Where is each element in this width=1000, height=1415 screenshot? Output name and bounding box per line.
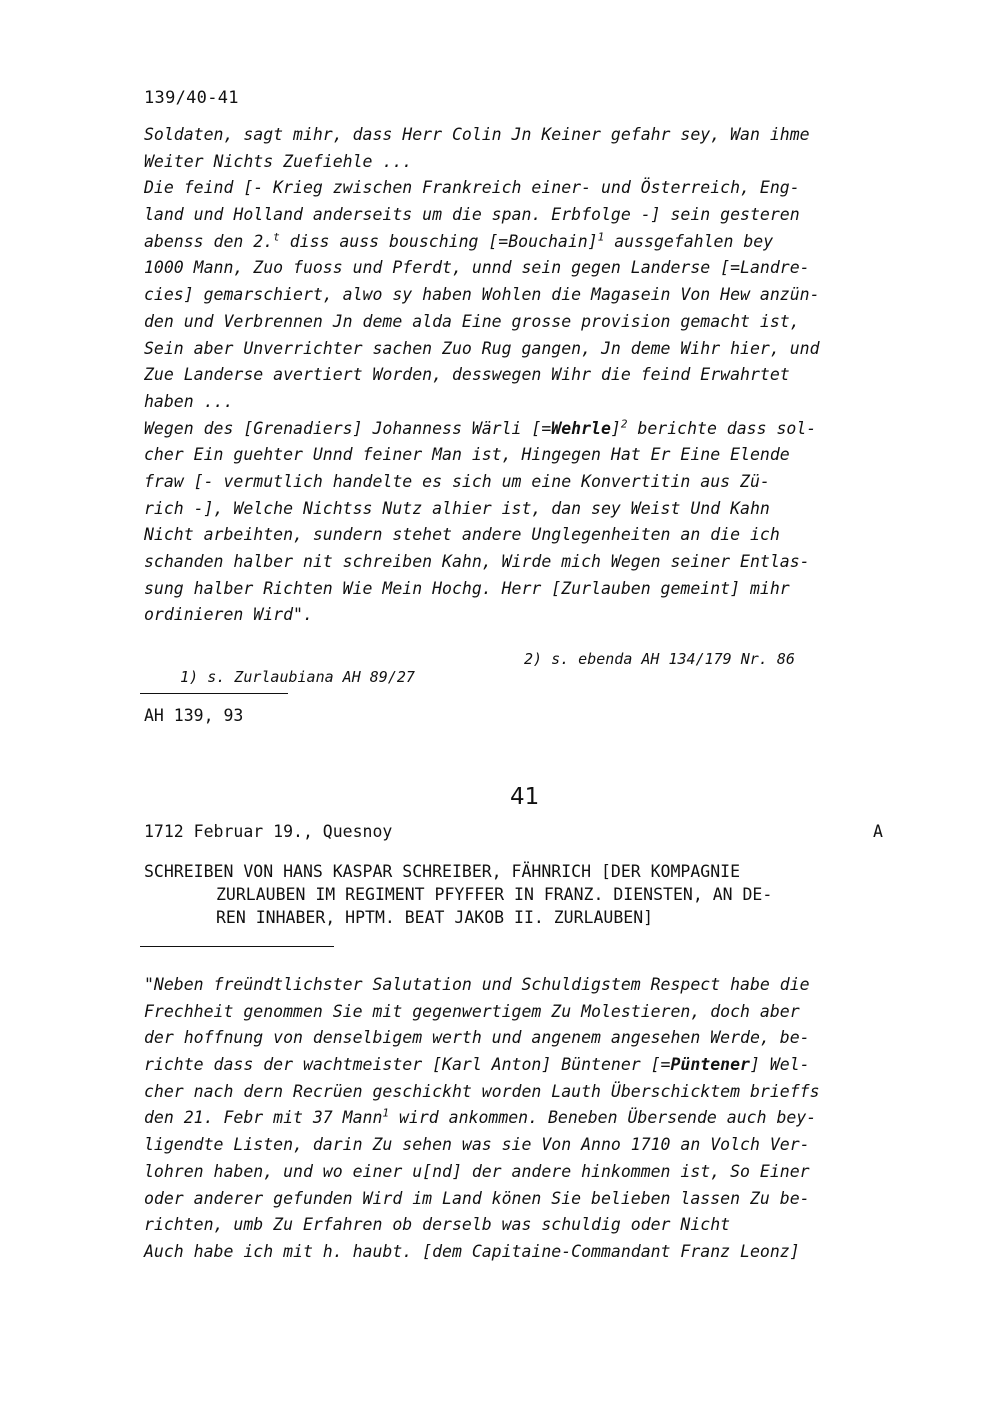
text-line: Soldaten, sagt mihr, dass Herr Colin Jn Keiner gefahr sey, Wan ihme (144, 125, 810, 144)
footnote-marker: 2 (620, 417, 628, 431)
title-line: SCHREIBEN VON HANS KASPAR SCHREIBER, FÄHNRICH [DER KOMPAGNIE (144, 862, 741, 881)
text-segment: aussgefahlen bey (604, 231, 774, 251)
text-line: haben ... (144, 391, 234, 411)
bold-name: Püntener (670, 1055, 750, 1075)
document-number: 41 (510, 784, 540, 810)
document-title (144, 860, 904, 929)
text-line: fraw [- vermutlich handelte es sich um eine Konvertitin aus Zü- (144, 471, 770, 491)
text-segment: den 21. Febr mit 37 Mann (144, 1108, 383, 1128)
text-line (144, 229, 924, 256)
footnote-marker: 1 (382, 1106, 390, 1120)
text-line: cies] gemarschiert, alwo sy haben Wohlen die Magasein Von Hew anzün- (144, 285, 820, 305)
text-line: rich -], Welche Nichtss Nutz alhier ist, dan sey Weist Und Kahn (144, 498, 770, 518)
text-line: cher nach dern Recrüen geschickht worden Lauth Überschicktem brieffs (144, 1081, 820, 1101)
text-line: Nicht arbeihten, sundern stehet andere Unglegenheiten an die ich (144, 525, 780, 545)
text-line: ligendte Listen, darin Zu sehen was sie Von Anno 1710 an Volch Ver- (144, 1135, 810, 1155)
text-segment: wird ankommen. Beneben Übersende auch bey- (389, 1108, 817, 1128)
text-line: schanden halber nit schreiben Kahn, Wirde mich Wegen seiner Entlas- (144, 552, 810, 571)
letter-excerpt (144, 122, 924, 629)
footnote-1: 1) s. Zurlaubiana AH 89/27 (180, 668, 415, 686)
title-line: REN INHABER, HPTM. BEAT JAKOB II. ZURLAUBEN] (216, 908, 654, 927)
text-line (144, 1105, 924, 1132)
footnote-marker: 1 (597, 230, 605, 244)
text-line: Sein aber Unverrichter sachen Zuo Rug gangen, Jn deme Wihr hier, und (144, 338, 820, 358)
page-reference: 139/40-41 (144, 88, 239, 108)
text-line: Frechheit genommen Sie mit gegenwertigem Zu Molestieren, doch aber (144, 1001, 800, 1021)
text-line: cher Ein guehter Unnd feiner Man ist, Hingegen Hat Er Eine Elende (144, 445, 790, 465)
text-line: ordinieren Wird". (144, 605, 313, 625)
text-line (144, 416, 924, 443)
text-segment: berichte dass sol- (627, 418, 817, 438)
text-line: oder anderer gefunden Wird im Land könen Sie belieben lassen Zu be- (144, 1188, 810, 1208)
separator-rule (140, 946, 334, 947)
text-line: sung halber Richten Wie Mein Hochg. Herr [Zurlauben gemeint] mihr (144, 578, 790, 598)
text-segment: Wegen des [Grenadiers] Johanness Wärli [= (144, 418, 552, 438)
letter-body (144, 972, 924, 1266)
text-line: Die feind [- Krieg zwischen Frankreich einer- und Österreich, Eng- (144, 178, 800, 198)
text-line: Zue Landerse avertiert Worden, desswegen Wihr die feind Erwahrtet (144, 365, 790, 385)
text-line: land und Holland anderseits um die span. Erbfolge -] sein gesteren (144, 205, 800, 225)
text-line (144, 1052, 924, 1079)
text-segment: richte dass der wachtmeister [Karl Anton] Büntener [= (144, 1055, 671, 1075)
text-segment: ] Wel- (749, 1055, 810, 1075)
text-line: richten, umb Zu Erfahren ob derselb was schuldig oder Nicht (144, 1215, 731, 1235)
text-line: Weiter Nichts Zuefiehle ... (144, 151, 413, 171)
document-mark: A (873, 822, 883, 841)
footnote-2: 2) s. ebenda AH 134/179 Nr. 86 (524, 650, 795, 668)
superscript: t (273, 230, 280, 244)
text-line: der hoffnung von denselbigem werth und angenem angesehen Werde, be- (144, 1028, 810, 1048)
text-line: 1000 Mann, Zuo fuoss und Pferdt, unnd sein gegen Landerse [=Landre- (144, 258, 810, 278)
text-line: lohren haben, und wo einer u[nd] der andere hinkommen ist, So Einer (144, 1161, 810, 1181)
text-line: den und Verbrennen Jn deme alda Eine grosse provision gemacht ist, (144, 311, 800, 331)
text-segment: abenss den 2. (144, 231, 274, 251)
bold-name: Wehrle (551, 418, 611, 438)
text-segment: ] (610, 418, 621, 438)
archive-reference: AH 139, 93 (144, 706, 244, 725)
text-line: "Neben freündtlichster Salutation und Schuldigstem Respect habe die (144, 975, 810, 994)
title-line: ZURLAUBEN IM REGIMENT PFYFFER IN FRANZ. DIENSTEN, AN DE- (216, 885, 773, 904)
text-segment: diss auss bousching [=Bouchain] (279, 231, 598, 251)
separator-rule (140, 693, 288, 694)
text-line: Auch habe ich mit h. haubt. [dem Capitaine-Commandant Franz Leonz] (144, 1241, 800, 1261)
date-place: 1712 Februar 19., Quesnoy (144, 822, 393, 841)
